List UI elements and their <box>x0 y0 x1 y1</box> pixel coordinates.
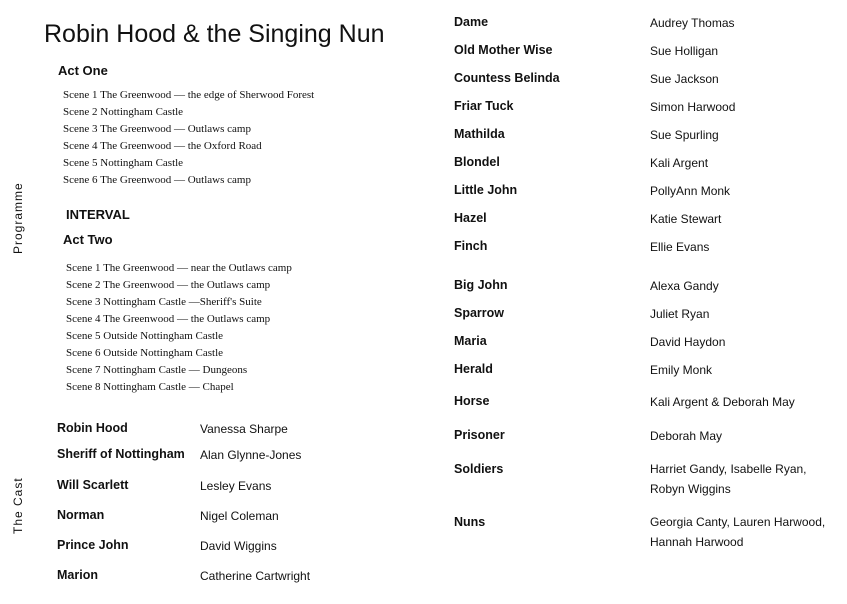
cast-actor: Harriet Gandy, Isabelle Ryan, Robyn Wiggins <box>650 462 807 496</box>
cast-actor: Audrey Thomas <box>650 16 735 30</box>
cast-actor: Alan Glynne-Jones <box>200 448 302 462</box>
cast-role: Hazel <box>454 211 487 225</box>
scene-item: Scene 4 The Greenwood — the Outlaws camp <box>66 313 271 325</box>
cast-role: Norman <box>57 508 105 522</box>
scene-item: Scene 4 The Greenwood — the Oxford Road <box>63 140 262 152</box>
cast-role: Old Mother Wise <box>454 43 553 57</box>
cast-role: Mathilda <box>454 127 505 141</box>
cast-actor: Alexa Gandy <box>650 279 719 293</box>
scene-item: Scene 2 Nottingham Castle <box>63 106 184 118</box>
cast-role: Friar Tuck <box>454 99 514 113</box>
scene-item: Scene 1 The Greenwood — the edge of Sherwood Forest <box>63 89 315 101</box>
cast-actor: PollyAnn Monk <box>650 184 731 198</box>
cast-role: Nuns <box>454 515 486 529</box>
cast-role: Herald <box>454 362 493 376</box>
cast-role: Prince John <box>57 538 129 552</box>
cast-actor: Katie Stewart <box>650 212 722 226</box>
scene-item: Scene 7 Nottingham Castle — Dungeons <box>66 364 248 376</box>
scene-item: Scene 3 The Greenwood — Outlaws camp <box>63 123 251 135</box>
cast-actor: Lesley Evans <box>200 479 272 493</box>
cast-role: Big John <box>454 278 508 292</box>
cast-role: Prisoner <box>454 428 505 442</box>
cast-role: Sparrow <box>454 306 505 320</box>
cast-role: Finch <box>454 239 488 253</box>
act-one-heading: Act One <box>58 63 108 78</box>
cast-actor: Georgia Canty, Lauren Harwood, Hannah Harwood <box>650 515 826 549</box>
interval-heading: INTERVAL <box>66 207 130 222</box>
cast-role: Marion <box>57 568 98 582</box>
cast-actor: Kali Argent & Deborah May <box>650 395 795 409</box>
cast-role: Little John <box>454 183 518 197</box>
scene-item: Scene 3 Nottingham Castle —Sheriff's Suite <box>66 296 262 308</box>
programme-side-label: Programme <box>11 182 25 254</box>
cast-role: Dame <box>454 15 489 29</box>
cast-actor: Nigel Coleman <box>200 509 279 523</box>
cast-actor: Catherine Cartwright <box>200 569 311 583</box>
cast-role: Maria <box>454 334 487 348</box>
cast-role: Blondel <box>454 155 500 169</box>
act-two-heading: Act Two <box>63 232 113 247</box>
scene-item: Scene 8 Nottingham Castle — Chapel <box>66 381 234 393</box>
cast-actor: David Wiggins <box>200 539 277 553</box>
cast-actor: Kali Argent <box>650 156 709 170</box>
cast-actor: Vanessa Sharpe <box>200 422 288 436</box>
cast-role: Countess Belinda <box>454 71 560 85</box>
scene-item: Scene 6 The Greenwood — Outlaws camp <box>63 174 251 186</box>
cast-actor: Sue Jackson <box>650 72 719 86</box>
scene-item: Scene 2 The Greenwood — the Outlaws camp <box>66 279 271 291</box>
scene-item: Scene 6 Outside Nottingham Castle <box>66 347 224 359</box>
cast-role: Soldiers <box>454 462 504 476</box>
cast-actor: David Haydon <box>650 335 726 349</box>
cast-actor: Ellie Evans <box>650 240 710 254</box>
cast-actor: Sue Spurling <box>650 128 719 142</box>
scene-item: Scene 5 Outside Nottingham Castle <box>66 330 224 342</box>
cast-actor: Deborah May <box>650 429 723 443</box>
page-title: Robin Hood & the Singing Nun <box>44 20 385 48</box>
cast-role: Sheriff of Nottingham <box>57 447 185 461</box>
cast-side-label: The Cast <box>11 477 25 534</box>
cast-role: Robin Hood <box>57 421 128 435</box>
cast-actor: Sue Holligan <box>650 44 719 58</box>
scene-item: Scene 1 The Greenwood — near the Outlaws camp <box>66 262 292 274</box>
scene-item: Scene 5 Nottingham Castle <box>63 157 184 169</box>
cast-role: Horse <box>454 394 490 408</box>
cast-actor: Juliet Ryan <box>650 307 710 321</box>
cast-actor: Emily Monk <box>650 363 713 377</box>
cast-role: Will Scarlett <box>57 478 129 492</box>
cast-actor: Simon Harwood <box>650 100 736 114</box>
